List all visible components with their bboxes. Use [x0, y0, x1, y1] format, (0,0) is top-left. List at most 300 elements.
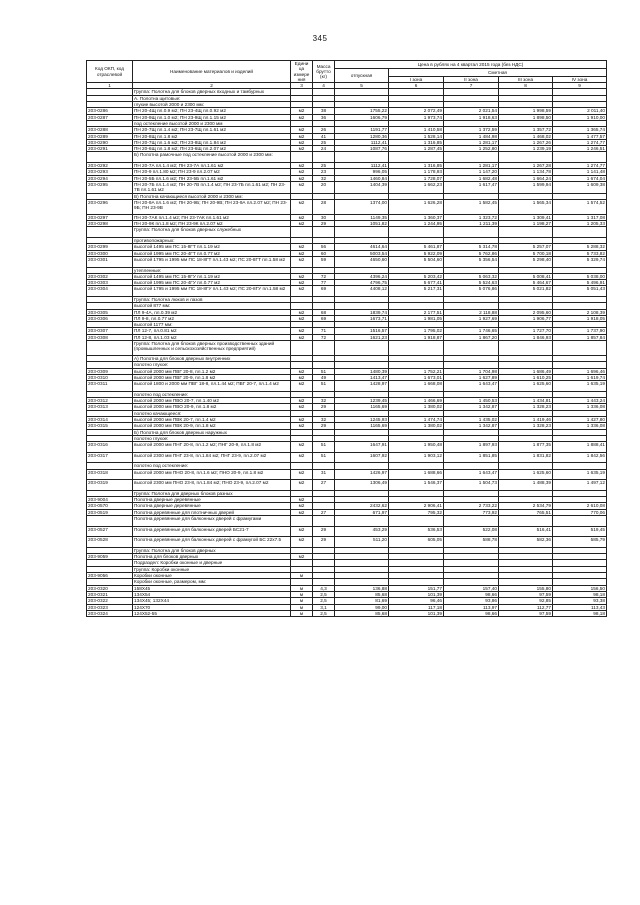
price-zone-1: 1 688,66 — [389, 469, 444, 480]
table-row — [87, 526, 607, 537]
item-name: глухие высотой 2000 и 2300 мм: — [133, 102, 291, 108]
price-zone-3: 1 328,23 — [499, 404, 553, 410]
price-zone-3 — [499, 227, 553, 238]
price-zone-2: 5 076,86 — [444, 286, 499, 297]
price-zone-4: 2 108,39 — [553, 309, 607, 315]
item-name: Полотна для блоков дверных — [133, 554, 291, 560]
price-zone-3: 1 198,27 — [499, 221, 553, 227]
item-mass — [313, 341, 335, 356]
price-zone-2: 522,08 — [444, 526, 499, 537]
col-number: 2 — [133, 83, 291, 89]
item-code: 203-0299 — [87, 244, 133, 250]
price-release: 1112,41 — [335, 163, 389, 169]
item-unit: м — [291, 598, 313, 604]
price-zone-3: 1 610,25 — [499, 374, 553, 380]
item-unit: м2 — [291, 175, 313, 181]
price-zone-3 — [499, 516, 553, 527]
price-zone-3: 1 846,93 — [499, 334, 553, 340]
price-zone-3: 1 686,49 — [499, 368, 553, 374]
price-zone-4: 1 609,38 — [553, 181, 607, 193]
price-zone-3: 1 239,19 — [499, 146, 553, 152]
price-zone-3: 5 298,40 — [499, 256, 553, 267]
col-number: 9 — [553, 83, 607, 89]
item-code: 203-0308 — [87, 334, 133, 340]
price-zone-1: 5 217,31 — [389, 286, 444, 297]
price-zone-1: 1 474,74 — [389, 417, 444, 423]
price-zone-1: 101,39 — [389, 610, 444, 616]
item-name: ПН 20-8Щ пл.1.8 м2 — [133, 133, 291, 139]
item-name: Б) Полотна для блоков дверных наружных — [133, 429, 291, 435]
item-code: 203-0287 — [87, 114, 133, 120]
item-mass: 29 — [313, 221, 335, 227]
item-name: высотой 2000 мм ПВГ 20-9, пл.1.8 м2 — [133, 374, 291, 380]
price-zone-2: 1 281,17 — [444, 139, 499, 145]
price-zone-4: 1 336,08 — [553, 404, 607, 410]
price-zone-4: 1 888,41 — [553, 442, 607, 453]
price-zone-2 — [444, 227, 499, 238]
price-zone-2: 1 252,80 — [444, 146, 499, 152]
price-zone-1: 5 922,09 — [389, 250, 444, 256]
header-code: Код ОКП, код отраслевой — [87, 61, 133, 83]
price-zone-2: 5 762,86 — [444, 250, 499, 256]
item-code: 203-0286 — [87, 108, 133, 114]
item-unit: м2 — [291, 509, 313, 515]
item-unit: м2 — [291, 146, 313, 152]
price-release: 1839,74 — [335, 309, 389, 315]
item-name: Коробки оконные, размером, мм: — [133, 579, 291, 585]
price-zone-2: 1 851,85 — [444, 452, 499, 463]
col-number: 4 — [313, 83, 335, 89]
item-name: полотно под остекление: — [133, 463, 291, 469]
item-mass: 3,1 — [313, 604, 335, 610]
price-zone-3: 1 434,81 — [499, 398, 553, 404]
price-zone-4: 98,18 — [553, 591, 607, 597]
item-unit — [291, 341, 313, 356]
item-name: 134Х54 — [133, 591, 291, 597]
item-code: 203-0313 — [87, 404, 133, 410]
item-name: высотой 1800 и 2000 мм ПВГ 18-8, пл.1.44 м2; ПВГ 20-7, пл.1.4 м2 — [133, 381, 291, 392]
item-mass: 69 — [313, 315, 335, 321]
price-release: 1673,71 — [335, 315, 389, 321]
price-zone-4: 1 274,77 — [553, 139, 607, 145]
item-unit: м2 — [291, 526, 313, 537]
price-release: 1165,69 — [335, 423, 389, 429]
item-name: утепленные: — [133, 267, 291, 273]
item-unit: м2 — [291, 497, 313, 503]
price-zone-2: 5 356,54 — [444, 256, 499, 267]
item-name: высотой 2300 мм ПНГ 23-8, пл.1.84 м2; ПНГ 23-9, пл.2.07 м2 — [133, 452, 291, 463]
item-name: высотой 877 мм: — [133, 303, 291, 309]
price-zone-2: 1 704,98 — [444, 368, 499, 374]
price-zone-4: 1 336,08 — [553, 423, 607, 429]
price-zone-4: 1 737,90 — [553, 328, 607, 334]
item-name: 124Х70 — [133, 604, 291, 610]
item-unit: м2 — [291, 181, 313, 193]
item-name: полотно глухое: — [133, 435, 291, 441]
price-zone-1: 1 973,74 — [389, 114, 444, 120]
price-zone-4: 5 329,74 — [553, 256, 607, 267]
item-mass: 68 — [313, 309, 335, 315]
item-mass: 29 — [313, 423, 335, 429]
item-code: 203-0314 — [87, 417, 133, 423]
header-estimate: Сметная — [389, 69, 607, 77]
price-zone-4: 1 635,19 — [553, 469, 607, 480]
header-price-title: Цена в рублях на 4 квартал 2015 года (без НДС) — [335, 61, 607, 69]
item-unit: м — [291, 610, 313, 616]
item-unit: м2 — [291, 374, 313, 380]
item-mass: 26 — [313, 127, 335, 133]
price-zone-3: 5 021,82 — [499, 286, 553, 297]
price-zone-2: 157,40 — [444, 585, 499, 591]
item-code: 203-0310 — [87, 374, 133, 380]
item-mass: 49 — [313, 374, 335, 380]
price-zone-1: 5 677,41 — [389, 280, 444, 286]
price-zone-1: 1 360,37 — [389, 214, 444, 220]
col-number: 7 — [444, 83, 499, 89]
price-zone-4: 1 317,08 — [553, 214, 607, 220]
price-zone-4: 93,38 — [553, 598, 607, 604]
price-zone-3: 5 008,41 — [499, 273, 553, 279]
price-zone-4: 1 477,57 — [553, 133, 607, 139]
item-unit: м2 — [291, 368, 313, 374]
item-unit — [291, 152, 313, 163]
header-name: Наименование материалов и изделий — [133, 61, 291, 83]
price-release: 1191,77 — [335, 127, 389, 133]
price-release: 1755,22 — [335, 108, 389, 114]
price-zone-3: 1 357,72 — [499, 127, 553, 133]
price-zone-4: 1 857,84 — [553, 334, 607, 340]
price-zone-3: 1 664,24 — [499, 175, 553, 181]
item-unit: м2 — [291, 169, 313, 175]
price-release: 1480,39 — [335, 368, 389, 374]
item-code: 203-0293 — [87, 169, 133, 175]
price-zone-2: 1 450,53 — [444, 398, 499, 404]
item-unit: м2 — [291, 417, 313, 423]
price-zone-1: 1 287,45 — [389, 146, 444, 152]
price-release: 1621,23 — [335, 334, 389, 340]
price-zone-1 — [389, 341, 444, 356]
item-unit: м2 — [291, 286, 313, 297]
item-code: 203-0304 — [87, 286, 133, 297]
col-number: 1 — [87, 83, 133, 89]
item-code: 203-0300 — [87, 250, 133, 256]
price-zone-1: 1 903,12 — [389, 452, 444, 463]
table-row — [87, 469, 607, 480]
item-unit — [291, 227, 313, 238]
price-zone-2: 1 211,39 — [444, 221, 499, 227]
item-code: 203-0298 — [87, 221, 133, 227]
item-mass — [313, 516, 335, 527]
price-release: 4614,64 — [335, 244, 389, 250]
price-zone-2: 1 927,69 — [444, 315, 499, 321]
item-mass: 29 — [313, 404, 335, 410]
item-name: высотой 2000 мм ПВГ 20-8, пл.1.2 м2 — [133, 368, 291, 374]
item-unit: м — [291, 591, 313, 597]
price-zone-4: 1 497,12 — [553, 480, 607, 491]
price-zone-2: 1 643,47 — [444, 381, 499, 392]
item-name: Полотна деревянные для балконных дверей с фрамугами — [133, 516, 291, 527]
item-mass: 20 — [313, 181, 335, 193]
item-name: высотой 2000 мм ПВК 20-7, пл.1.4 м2 — [133, 417, 291, 423]
price-zone-1: 1 981,05 — [389, 315, 444, 321]
price-zone-4: 5 051,43 — [553, 286, 607, 297]
price-zone-2: 2 733,22 — [444, 503, 499, 509]
price-zone-1: 1 668,08 — [389, 381, 444, 392]
price-release: 4396,24 — [335, 273, 389, 279]
price-zone-1: 1 626,28 — [389, 199, 444, 214]
price-zone-4: 1 365,74 — [553, 127, 607, 133]
table-row — [87, 452, 607, 463]
price-zone-1: 1 380,02 — [389, 423, 444, 429]
item-mass: 29 — [313, 537, 335, 548]
item-mass: 27 — [313, 480, 335, 491]
item-code: 203-0570 — [87, 503, 133, 509]
item-unit — [291, 516, 313, 527]
price-zone-1: 1 752,21 — [389, 368, 444, 374]
price-zone-4: 1 918,05 — [553, 315, 607, 321]
item-name: высотой 1995 мм ПС 20-4ГУ пл.0.77 м2 — [133, 280, 291, 286]
price-zone-3: 1 267,28 — [499, 163, 553, 169]
item-code: 203-0302 — [87, 273, 133, 279]
price-zone-1 — [389, 227, 444, 238]
item-mass: 71 — [313, 328, 335, 334]
item-name: Полотна дверные деревянные — [133, 503, 291, 509]
price-release: 1280,36 — [335, 133, 389, 139]
price-zone-4: 113,43 — [553, 604, 607, 610]
price-release: 996,05 — [335, 169, 389, 175]
item-mass: 41 — [313, 133, 335, 139]
price-zone-3: 5 464,67 — [499, 280, 553, 286]
table-row — [87, 256, 607, 267]
price-zone-2: 1 897,93 — [444, 442, 499, 453]
price-zone-4: 1 842,56 — [553, 452, 607, 463]
price-zone-3: 1 267,26 — [499, 139, 553, 145]
item-unit: м — [291, 585, 313, 591]
price-zone-4: 156,50 — [553, 585, 607, 591]
item-name: высотой 2300 мм ПНО 23-8, пл.1.84 м2; ПНО 23-9, пл.2.07 м2 — [133, 480, 291, 491]
header-zone-3: III зона — [499, 76, 553, 82]
price-zone-1: 1 178,93 — [389, 169, 444, 175]
item-mass: 32 — [313, 417, 335, 423]
item-name: ПН 20-7Б пл.1.4 м2; ПН 20-7В пл.1.4 м2; ПН 23-7Б пл.1.61 м2; ПН 23-7В пл.1.61 м2 — [133, 181, 291, 193]
price-zone-3: 5 257,07 — [499, 244, 553, 250]
item-mass — [313, 227, 335, 238]
item-name: ПЛ 12-7, пл.0.81 м2 — [133, 328, 291, 334]
price-zone-2: 5 063,32 — [444, 273, 499, 279]
price-zone-1: 1 316,85 — [389, 163, 444, 169]
item-mass: 24 — [313, 146, 335, 152]
price-release: 1087,76 — [335, 146, 389, 152]
item-name: ПЛ 9-4А, пл.0.39 м2 — [133, 309, 291, 315]
item-name: ПН 20-9 пл.1.80 м2; ПН 23-9 пл.2.07 м2 — [133, 169, 291, 175]
item-name: Группа: Коробки оконные — [133, 566, 291, 572]
header-release: отпускная — [335, 69, 389, 83]
item-unit: м2 — [291, 315, 313, 321]
item-name: ПН 20-7А пл.1.4 м2; ПН 23-7А пл.1.61 м2 — [133, 163, 291, 169]
item-unit: м — [291, 573, 313, 579]
price-zone-2: 1 372,59 — [444, 127, 499, 133]
item-name: высотой 2000 мм ПНО 20-8, пл.1.6 м2; ПНО 20-9, пл.1.8 м2 — [133, 469, 291, 480]
page-number: 345 — [312, 34, 328, 43]
price-zone-1: 5 203,42 — [389, 273, 444, 279]
price-zone-2: 588,78 — [444, 537, 499, 548]
price-zone-4: 1 141,48 — [553, 169, 607, 175]
price-zone-3: 1 328,23 — [499, 423, 553, 429]
item-name: полотно качающееся: — [133, 410, 291, 416]
price-zone-1: 1 528,14 — [389, 133, 444, 139]
price-release: 1149,35 — [335, 214, 389, 220]
price-zone-1: 1 316,85 — [389, 139, 444, 145]
item-mass: 36 — [313, 114, 335, 120]
price-release: 1306,49 — [335, 480, 389, 491]
item-unit: м2 — [291, 199, 313, 214]
price-zone-2: 1 323,72 — [444, 214, 499, 220]
item-unit: м2 — [291, 480, 313, 491]
item-mass: 77 — [313, 280, 335, 286]
item-code: 203-0307 — [87, 328, 133, 334]
item-unit: м2 — [291, 381, 313, 392]
item-name: высотой 2000 мм ПВО 20-9, пл.1.8 м2 — [133, 404, 291, 410]
item-name: 124Х52-55 — [133, 610, 291, 616]
item-unit: м2 — [291, 537, 313, 548]
price-zone-4: 5 038,00 — [553, 273, 607, 279]
price-zone-3: 765,51 — [499, 509, 553, 515]
price-zone-2: 5 314,78 — [444, 244, 499, 250]
price-zone-3: 1 419,46 — [499, 417, 553, 423]
item-name: высотой 1177 мм: — [133, 322, 291, 328]
item-name: Коробки оконные — [133, 573, 291, 579]
item-mass: 2,5 — [313, 598, 335, 604]
price-zone-2: 1 617,47 — [444, 181, 499, 193]
table-row — [87, 537, 607, 548]
price-zone-4: 2 610,08 — [553, 503, 607, 509]
item-mass: 72 — [313, 273, 335, 279]
price-zone-2: 1 484,98 — [444, 133, 499, 139]
item-code: 203-0321 — [87, 591, 133, 597]
price-zone-2: 113,97 — [444, 604, 499, 610]
item-unit: м2 — [291, 250, 313, 256]
item-name: ПН 20-5Б пл.1.6 м2; ПН 23-5Б пл.1.61 м2 — [133, 175, 291, 181]
item-name: Полотна деревянные для плотничных дверей — [133, 509, 291, 515]
price-release: 1404,39 — [335, 181, 389, 193]
price-zone-1: 536,53 — [389, 526, 444, 537]
price-zone-3: 1 727,70 — [499, 328, 553, 334]
table-row — [87, 516, 607, 527]
price-zone-1: 1 728,07 — [389, 175, 444, 181]
price-zone-4: 1 574,52 — [553, 199, 607, 214]
item-unit: м2 — [291, 404, 313, 410]
header-zone-4: IV зона — [553, 76, 607, 82]
item-code: 203-0301 — [87, 256, 133, 267]
price-zone-2 — [444, 152, 499, 163]
price-zone-1: 1 950,48 — [389, 442, 444, 453]
item-mass: 30 — [313, 214, 335, 220]
price-release: 1413,47 — [335, 374, 389, 380]
item-mass: 56 — [313, 244, 335, 250]
price-release: 2432,62 — [335, 503, 389, 509]
price-zone-2: 2 021,54 — [444, 108, 499, 114]
price-zone-3: 1 309,41 — [499, 214, 553, 220]
item-code: 203-9056 — [87, 573, 133, 579]
price-zone-3: 1 625,60 — [499, 381, 553, 392]
header-unit: Едини ца измере ния — [291, 61, 313, 83]
item-unit: м — [291, 604, 313, 610]
price-table-body — [87, 89, 607, 617]
item-code — [87, 152, 133, 163]
item-unit: м2 — [291, 309, 313, 315]
price-release: 1051,82 — [335, 221, 389, 227]
price-release: 4796,75 — [335, 280, 389, 286]
item-mass: 27 — [313, 509, 335, 515]
item-name: 134Х45; 132Х44 — [133, 598, 291, 604]
price-zone-4: 1 635,19 — [553, 381, 607, 392]
price-zone-1 — [389, 516, 444, 527]
price-zone-1: 1 795,02 — [389, 328, 444, 334]
price-zone-2: 2 118,88 — [444, 309, 499, 315]
price-release: 511,20 — [335, 537, 389, 548]
item-unit: м2 — [291, 452, 313, 463]
price-release — [335, 227, 389, 238]
header-zone-2: II зона — [444, 76, 499, 82]
item-name: ПН 20-6Щ пл.1.8 м2; ПН 23-6Щ пл.2.07 м2 — [133, 146, 291, 152]
item-code: 203-0290 — [87, 139, 133, 145]
price-release: 1426,97 — [335, 469, 389, 480]
item-name: Группа: Полотна для дверных блоков разных — [133, 490, 291, 496]
price-zone-4: 1 674,04 — [553, 175, 607, 181]
item-name: Б) Полотна рамочные под остекление высотой 2000 и 2300 мм: — [133, 152, 291, 163]
item-code: 203-0306 — [87, 315, 133, 321]
item-name: ПН 20-4Щ пл.0.9 м2; ПН 23-4Щ пл.0.92 м2 — [133, 108, 291, 114]
price-zone-3: 1 599,94 — [499, 181, 553, 193]
table-row — [87, 381, 607, 392]
price-zone-1: 1 918,87 — [389, 334, 444, 340]
item-unit: м2 — [291, 469, 313, 480]
item-mass — [313, 152, 335, 163]
item-unit: м2 — [291, 280, 313, 286]
price-zone-1: 101,39 — [389, 591, 444, 597]
price-zone-3: 1 906,77 — [499, 315, 553, 321]
price-zone-1: 1 546,37 — [389, 480, 444, 491]
item-unit: м2 — [291, 398, 313, 404]
price-zone-2: 1 147,20 — [444, 169, 499, 175]
item-mass: 25 — [313, 163, 335, 169]
price-release: 4408,12 — [335, 286, 389, 297]
table-row — [87, 152, 607, 163]
item-name: полотно глухое: — [133, 362, 291, 368]
price-release: 81,69 — [335, 598, 389, 604]
item-code: 203-0288 — [87, 127, 133, 133]
table-row — [87, 341, 607, 356]
item-code: 203-0297 — [87, 214, 133, 220]
item-name: Полотна деревянные для балконных дверей БС21-7 — [133, 526, 291, 537]
price-zone-3: 1 898,50 — [499, 114, 553, 120]
item-code: 203-0320 — [87, 585, 133, 591]
price-zone-4 — [553, 341, 607, 356]
price-zone-4: 770,06 — [553, 509, 607, 515]
price-release: 99,00 — [335, 604, 389, 610]
item-unit: м2 — [291, 114, 313, 120]
item-mass: 25 — [313, 139, 335, 145]
price-zone-2: 5 524,63 — [444, 280, 499, 286]
header-mass: Масса брутто (кг) — [313, 61, 335, 83]
item-name: ПН 20-7АК пл.1.4 м2; ПН 23-7АК пл.1.61 м2 — [133, 214, 291, 220]
item-unit: м2 — [291, 423, 313, 429]
price-zone-4 — [553, 152, 607, 163]
item-code: 203-0317 — [87, 452, 133, 463]
item-code: 203-0519 — [87, 509, 133, 515]
item-mass: 51 — [313, 368, 335, 374]
price-zone-2: 1 281,17 — [444, 163, 499, 169]
